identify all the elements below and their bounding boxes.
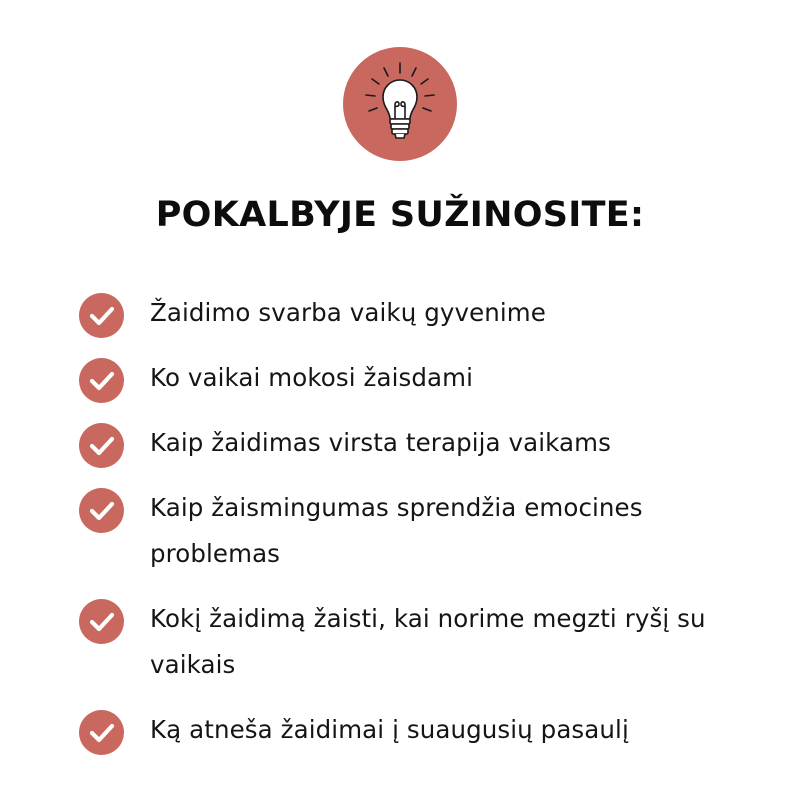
lightbulb-badge (343, 47, 457, 161)
list-item-text: Kaip žaismingumas sprendžia emocines problemas (150, 493, 643, 568)
list-item (79, 290, 759, 336)
list-item-text: Kokį žaidimą žaisti, kai norime megzti ryšį su vaikais (150, 604, 706, 679)
lightbulb-icon (343, 47, 457, 161)
check-icon (79, 423, 124, 468)
check-icon (79, 358, 124, 403)
list-item-text: Ko vaikai mokosi žaisdami (150, 363, 474, 392)
check-icon (79, 710, 124, 755)
list-item (79, 707, 759, 753)
learning-points-list (79, 290, 759, 753)
list-item (79, 596, 759, 688)
page-title: POKALBYJE SUŽINOSITE: (155, 195, 645, 235)
check-icon (79, 293, 124, 338)
list-item-text: Žaidimo svarba vaikų gyvenime (150, 298, 546, 327)
check-icon (79, 488, 124, 533)
list-item-text: Ką atneša žaidimai į suaugusių pasaulį (150, 715, 629, 744)
list-item (79, 485, 759, 577)
list-item-text: Kaip žaidimas virsta terapija vaikams (150, 428, 611, 457)
list-item (79, 355, 759, 401)
check-icon (79, 599, 124, 644)
list-item (79, 420, 759, 466)
